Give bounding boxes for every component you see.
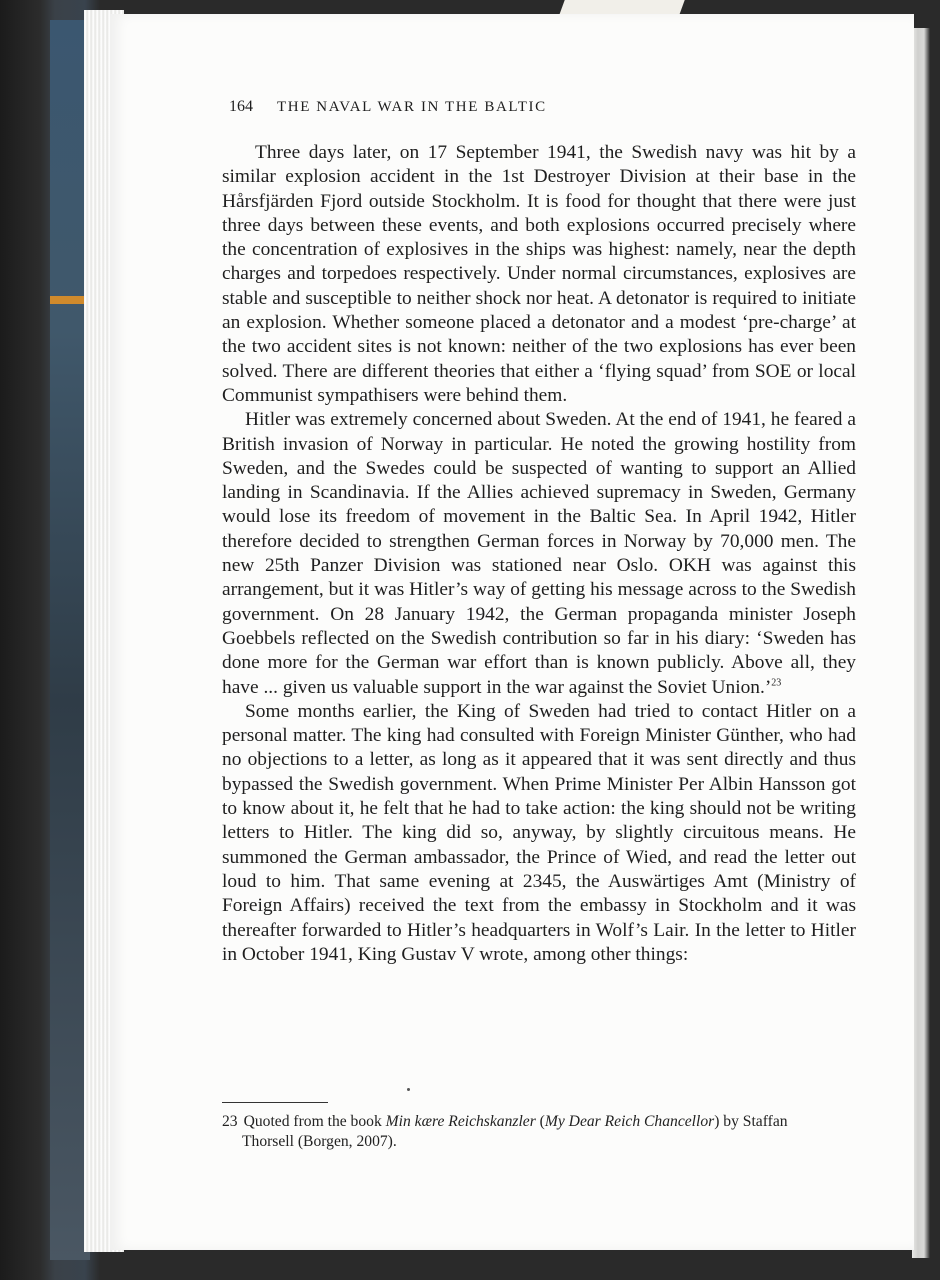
footnote-text-before: Quoted from the book	[243, 1113, 386, 1130]
footnote-text-middle: (	[535, 1113, 545, 1130]
footnote-text-after: ) by Staffan	[714, 1113, 788, 1130]
scan-speck	[407, 1088, 410, 1091]
paragraph-3: Some months earlier, the King of Sweden had tried to contact Hitler on a personal matter. The king had consulted with Foreign Minister Günther, who had no objections to a letter, as long as it appeared that it was sent directly and thus bypassed the Swedish government. When Prime Minister Per Albin Hansson got to know about it, he felt that he had to take action: the king should not be writing letters to Hitler. The king did so, anyway, by slightly circuitous means. He summoned the German ambassador, the Prince of Wied, and read the letter out loud to him. That same evening at 2345, the Auswärtiges Amt (Ministry of Foreign Affairs) received the text from the embassy in Stockholm and it was thereafter forwarded to Hitler’s headquarters in Wolf’s Lair. In the letter to Hitler in October 1941, King Gustav V wrote, among other things:	[222, 700, 856, 965]
footnote-translated-title: My Dear Reich Chancellor	[544, 1113, 715, 1130]
paragraph-2	[222, 408, 856, 700]
paragraph-2-text: Hitler was extremely concerned about Sweden. At the end of 1941, he feared a British invasion of Norway in particular. He noted the growing hostility from Sweden, and the Swedes could be suspected of wanting to support an Allied landing in Scandinavia. If the Allies achieved supremacy in Sweden, Germany would lose its freedom of movement in the Baltic Sea. In April 1942, Hitler therefore decided to strengthen German forces in Norway by 70,000 men. The new 25th Panzer Division was stationed near Oslo. OKH was against this arrangement, but it was Hitler’s way of getting his message across to the Swedish government. On 28 January 1942, the German propaganda minister Joseph Goebbels reflected on the Swedish contribution so far in his diary: ‘Sweden has done more for the German war effort than is known publicly. Above all, they have ... given us valuable support in the war against the Soviet Union.’	[222, 409, 856, 698]
footnote-reference[interactable]: 23	[771, 677, 782, 689]
footnote-continuation: Thorsell (Borgen, 2007).	[242, 1133, 397, 1150]
footnote	[222, 1112, 846, 1152]
footnote-number: 23	[222, 1113, 238, 1130]
running-head	[229, 98, 547, 120]
footnote-rule	[222, 1102, 328, 1103]
body-text	[222, 141, 856, 967]
footnote-book-title: Min kære Reichskanzler	[385, 1113, 536, 1130]
running-title: THE NAVAL WAR IN THE BALTIC	[277, 99, 547, 115]
page-right-edge	[912, 28, 940, 1258]
paragraph-1: Three days later, on 17 September 1941, the Swedish navy was hit by a similar explosion accident in the 1st Destroyer Division at their base in the Hårsfjärden Fjord outside Stockholm. It is food for thought that there were just three days between these events, and both explosions occurred precisely where the concentration of explosives in the ships was highest: namely, near the depth charges and torpedoes respectively. Under normal circumstances, explosives are stable and susceptible to neither shock nor heat. A detonator is required to initiate an explosion. Whether someone placed a detonator and a modest ‘pre-charge’ at the two accident sites is not known: neither of the two explosions has ever been solved. There are different theories that either a ‘flying squad’ from SOE or local Communist sympathisers were behind them.	[222, 142, 856, 406]
page-number: 164	[229, 98, 253, 115]
